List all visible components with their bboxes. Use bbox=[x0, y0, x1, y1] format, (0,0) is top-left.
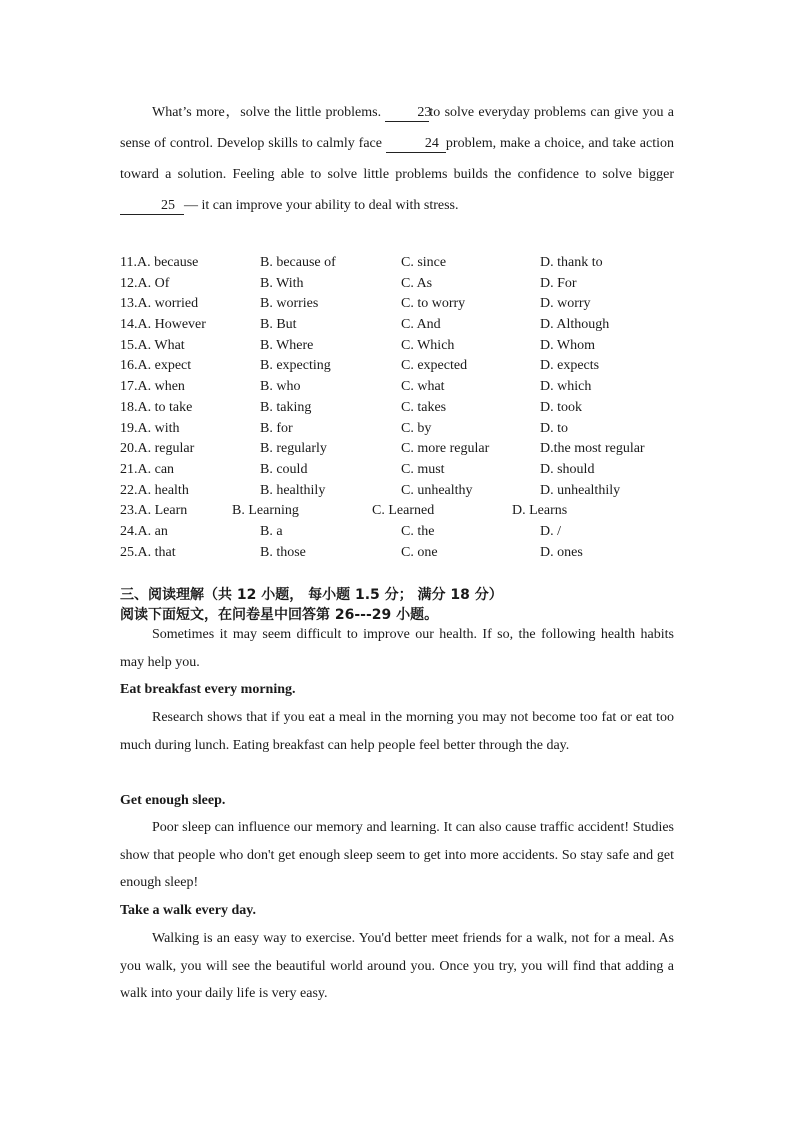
option-c: C. takes bbox=[401, 399, 447, 415]
option-b: B. a bbox=[260, 523, 283, 539]
option-b: B. those bbox=[260, 544, 306, 560]
option-c: C. unhealthy bbox=[401, 482, 473, 498]
option-d: D. Although bbox=[540, 317, 610, 333]
option-c: C. to worry bbox=[401, 296, 466, 312]
passage-text: to solve everyday problems can give you a sense of control. Develop skills to calmly face bbox=[120, 105, 675, 151]
option-b: B. regularly bbox=[260, 441, 327, 457]
option-b: B. taking bbox=[260, 399, 312, 415]
blank-25: 25 bbox=[120, 198, 184, 215]
option-c: C. what bbox=[401, 379, 445, 395]
option-b: B. healthily bbox=[260, 482, 326, 498]
option-d: D. expects bbox=[540, 358, 600, 374]
option-d: D. to bbox=[540, 420, 568, 436]
option-a: 22.A. health bbox=[120, 482, 189, 498]
option-d: D. / bbox=[540, 523, 561, 539]
habit-title-breakfast: Eat breakfast every morning. bbox=[120, 682, 296, 697]
option-c: C. As bbox=[401, 275, 433, 291]
option-a: 17.A. when bbox=[120, 379, 185, 395]
option-c: C. expected bbox=[401, 358, 468, 374]
passage-text: — it can improve your ability to deal with stress. bbox=[184, 198, 459, 213]
reading-paragraph-walk bbox=[120, 925, 674, 1008]
option-c: C. the bbox=[401, 523, 435, 539]
option-a: 23.A. Learn bbox=[120, 503, 188, 519]
passage-text: problem, make a choice, and take action toward a solution. Feeling able to solve little problems builds the confidence to solve bigger bbox=[120, 136, 674, 182]
option-c: C. Learned bbox=[372, 503, 435, 519]
option-b: B. Learning bbox=[232, 503, 299, 519]
section-instruction: 阅读下面短文，在问卷星中回答第 26---29 小题。 bbox=[120, 607, 439, 623]
option-a: 24.A. an bbox=[120, 523, 168, 539]
blank-23: 23 bbox=[385, 105, 429, 122]
option-d: D. ones bbox=[540, 544, 583, 560]
option-a: 13.A. worried bbox=[120, 296, 199, 312]
cloze-passage bbox=[120, 97, 674, 221]
intro-paragraph: Sometimes it may seem difficult to improve our health. If so, the following health habits may help you. bbox=[120, 627, 674, 670]
option-b: B. Where bbox=[260, 337, 314, 353]
option-b: B. But bbox=[260, 317, 297, 333]
passage-text: What’s more，solve the little problems. bbox=[152, 105, 382, 120]
reading-intro bbox=[120, 621, 674, 676]
option-a: 25.A. that bbox=[120, 544, 176, 560]
option-b: B. for bbox=[260, 420, 293, 436]
option-d: D. worry bbox=[540, 296, 591, 312]
option-a: 20.A. regular bbox=[120, 441, 195, 457]
option-d: D. should bbox=[540, 461, 595, 477]
option-a: 12.A. Of bbox=[120, 275, 170, 291]
paragraph-text: Poor sleep can influence our memory and learning. It can also cause traffic accident! Studies show that people who don't get enough sleep seem to get into more accidents. So stay safe and get enough sleep! bbox=[120, 820, 674, 890]
option-c: C. since bbox=[401, 255, 447, 270]
option-a: 16.A. expect bbox=[120, 358, 192, 374]
option-a: 11.A. because bbox=[120, 255, 199, 270]
reading-paragraph-breakfast bbox=[120, 704, 674, 759]
option-a: 21.A. can bbox=[120, 461, 175, 477]
option-a: 19.A. with bbox=[120, 420, 180, 436]
habit-title-sleep: Get enough sleep. bbox=[120, 793, 226, 808]
paragraph-text: Walking is an easy way to exercise. You'd better meet friends for a walk, not for a meal. As you walk, you will see the beautiful world around you. Once you try, you will find that adding a walk into your daily life is very easy. bbox=[120, 931, 674, 1001]
option-d: D.the most regular bbox=[540, 441, 645, 457]
option-c: C. And bbox=[401, 317, 441, 333]
option-b: B. With bbox=[260, 275, 304, 291]
section-heading: 三、阅读理解（共 12 小题， 每小题 1.5 分； 满分 18 分） bbox=[120, 587, 503, 603]
option-d: D. Whom bbox=[540, 337, 595, 353]
option-b: B. expecting bbox=[260, 358, 331, 374]
option-b: B. could bbox=[260, 461, 308, 477]
paragraph-text: Research shows that if you eat a meal in the morning you may not become too fat or eat too much during lunch. Eating breakfast can help people feel better through the day. bbox=[120, 710, 674, 753]
option-d: D. For bbox=[540, 275, 577, 291]
option-c: C. Which bbox=[401, 337, 455, 353]
option-b: B. who bbox=[260, 379, 301, 395]
option-d: D. took bbox=[540, 399, 582, 415]
blank-24: 24 bbox=[386, 136, 446, 153]
option-a: 14.A. However bbox=[120, 317, 206, 333]
option-c: C. must bbox=[401, 461, 445, 477]
habit-title-walk: Take a walk every day. bbox=[120, 903, 256, 918]
option-a: 15.A. What bbox=[120, 337, 185, 353]
option-d: D. unhealthily bbox=[540, 482, 621, 498]
option-d: D. thank to bbox=[540, 255, 603, 270]
option-c: C. one bbox=[401, 544, 438, 560]
option-c: C. by bbox=[401, 420, 432, 436]
option-b: B. worries bbox=[260, 296, 319, 312]
option-d: D. which bbox=[540, 379, 592, 395]
option-d: D. Learns bbox=[512, 503, 568, 519]
cloze-paragraph bbox=[120, 97, 674, 221]
option-c: C. more regular bbox=[401, 441, 490, 457]
option-a: 18.A. to take bbox=[120, 399, 193, 415]
reading-paragraph-sleep bbox=[120, 814, 674, 897]
option-b: B. because of bbox=[260, 255, 336, 270]
